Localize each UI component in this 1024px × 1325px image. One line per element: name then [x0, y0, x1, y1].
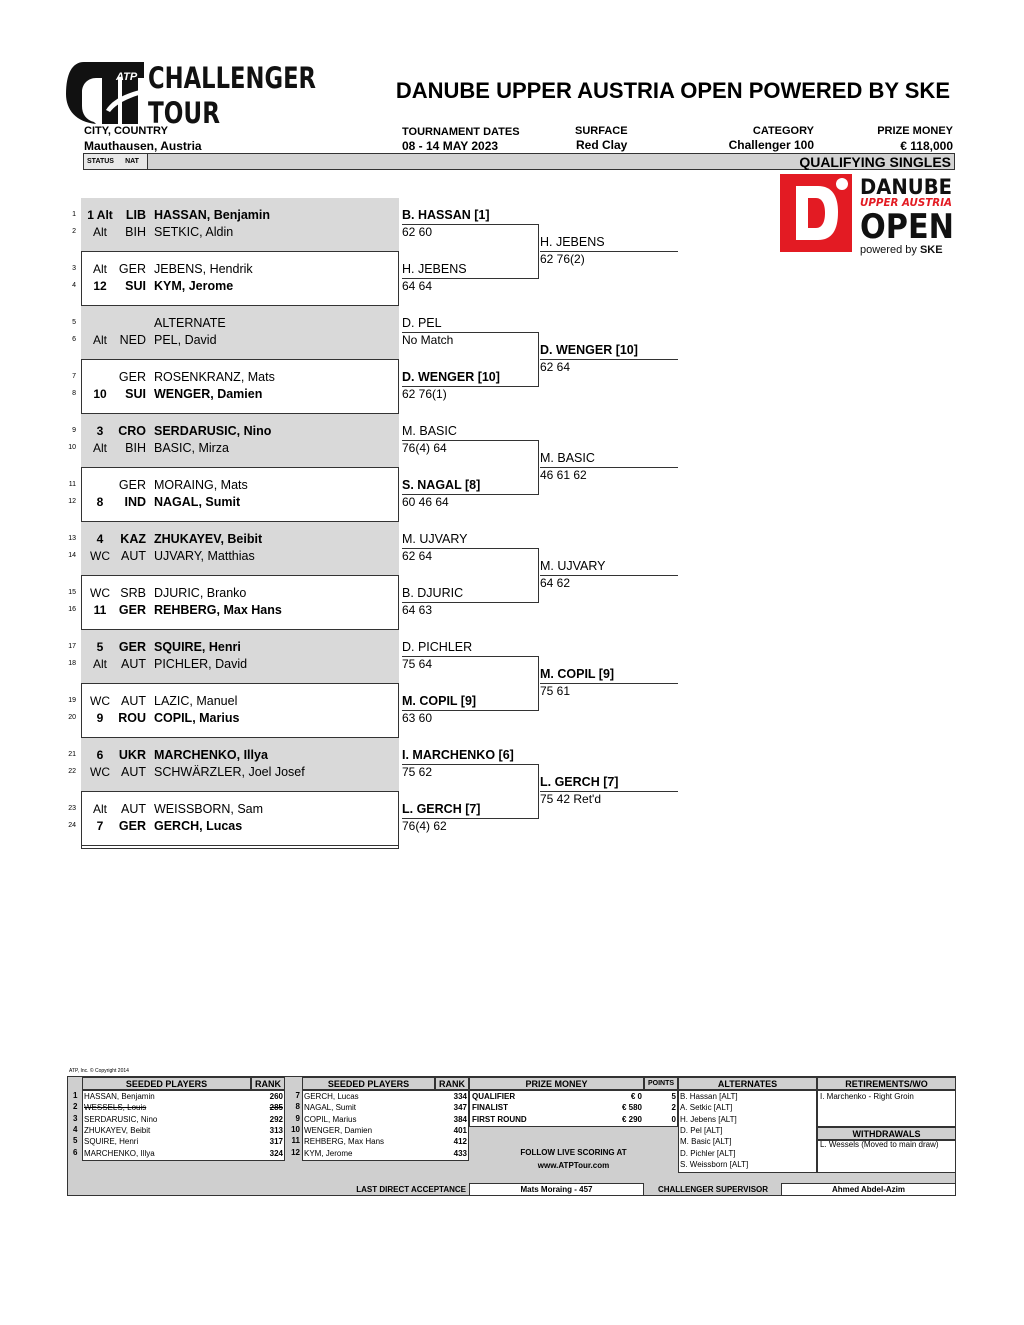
player-nationality: AUT	[121, 657, 146, 671]
player-nationality: NED	[119, 333, 146, 347]
draw-position: 9	[72, 427, 76, 434]
seed-number: 5	[73, 1136, 78, 1146]
player-status: Alt	[92, 441, 107, 455]
player-status: Alt	[92, 225, 107, 239]
alternate-entry: B. Hassan [ALT]	[680, 1092, 738, 1101]
player-nationality: GER	[118, 262, 146, 276]
player-status: 1 Alt	[87, 208, 113, 222]
seeded-player-name: MARCHENKO, Illya	[84, 1148, 155, 1158]
prize-money-header: PRIZE MONEY	[469, 1077, 644, 1090]
withdrawals-header: WITHDRAWALS	[817, 1127, 956, 1140]
player-name[interactable]: REHBERG, Max Hans	[154, 603, 282, 617]
player-status: Alt	[92, 657, 107, 671]
player-nationality: IND	[124, 495, 146, 509]
player-name[interactable]: MARCHENKO, Illya	[154, 748, 268, 762]
draw-position: 17	[68, 643, 76, 650]
atptour-link[interactable]: www.ATPTour.com	[537, 1161, 610, 1170]
round1-winner[interactable]: B. HASSAN [1]	[402, 208, 538, 225]
seeded-player-rank: 401	[453, 1125, 467, 1135]
round1-score: 60 46 64	[402, 495, 449, 509]
alternate-entry: A. Setkic [ALT]	[680, 1103, 733, 1113]
seeded-player-rank: 313	[269, 1125, 283, 1135]
rank-header-2: RANK	[435, 1077, 469, 1090]
city-value: Mauthausen, Austria	[84, 139, 202, 153]
seeded-player-name: NAGAL, Sumit	[304, 1103, 357, 1113]
seeded-player-rank: 285	[269, 1103, 283, 1113]
draw-position: 10	[68, 444, 76, 451]
bracket-connector	[538, 332, 539, 387]
supervisor-label: CHALLENGER SUPERVISOR	[657, 1185, 769, 1194]
round2-winner[interactable]: M. BASIC	[540, 451, 678, 468]
seeded-player-rank: 292	[269, 1114, 283, 1124]
player-nationality: AUT	[121, 802, 146, 816]
player-name[interactable]: BASIC, Mirza	[154, 441, 230, 455]
tournament-title: DANUBE UPPER AUSTRIA OPEN POWERED BY SKE	[395, 78, 950, 103]
player-nationality: GER	[118, 478, 146, 492]
alternate-entry: S. Weissborn [ALT]	[680, 1159, 749, 1169]
prize-amount: € 290	[621, 1114, 642, 1124]
draw-position: 21	[68, 751, 76, 758]
player-name[interactable]: PEL, David	[154, 333, 217, 347]
seeded-player-rank: 347	[453, 1103, 467, 1113]
player-nationality: SUI	[125, 387, 146, 401]
player-name[interactable]: SETKIC, Aldin	[154, 225, 234, 239]
round1-score: 76(4) 62	[402, 819, 447, 833]
player-nationality: GER	[118, 640, 146, 654]
round2-score: 75 61	[540, 684, 571, 698]
seed-number: 9	[295, 1113, 300, 1123]
seeded-player-name: SERDARUSIC, Nino	[84, 1114, 158, 1124]
seeded-player-name: KYM, Jerome	[304, 1148, 353, 1158]
round1-winner[interactable]: M. COPIL [9]	[402, 694, 538, 711]
draw-position: 3	[72, 265, 76, 272]
round1-winner[interactable]: L. GERCH [7]	[402, 802, 538, 819]
player-status: 3	[96, 424, 104, 438]
bracket-connector	[538, 224, 539, 279]
player-status: 12	[93, 279, 107, 293]
draw-position: 24	[68, 822, 76, 829]
player-name[interactable]: ROSENKRANZ, Mats	[154, 370, 275, 384]
draw-position: 8	[72, 390, 76, 397]
seed-number: 6	[73, 1147, 78, 1157]
player-name[interactable]: UJVARY, Matthias	[154, 549, 255, 563]
round1-score: 76(4) 64	[402, 441, 447, 455]
player-name[interactable]: WENGER, Damien	[154, 387, 263, 401]
round1-score: 64 63	[402, 603, 433, 617]
round1-score: 75 64	[402, 657, 433, 671]
player-name[interactable]: HASSAN, Benjamin	[154, 208, 270, 222]
round1-winner[interactable]: M. BASIC	[402, 424, 538, 441]
svg-text:TOUR: TOUR	[148, 96, 220, 130]
prize-round: QUALIFIER	[472, 1092, 516, 1101]
seeded-player-rank: 384	[453, 1114, 467, 1124]
prize-points: 2	[671, 1103, 676, 1113]
player-name[interactable]: SCHWÄRZLER, Joel Josef	[154, 765, 305, 779]
round1-score: 62 60	[402, 225, 433, 239]
player-status: 7	[96, 819, 104, 833]
surface-value: Red Clay	[576, 138, 628, 152]
player-status: 6	[96, 748, 104, 762]
seeded-players-header-2: SEEDED PLAYERS	[302, 1077, 435, 1090]
player-status: WC	[90, 586, 110, 600]
prize-label: PRIZE MONEY	[877, 125, 953, 137]
draw-position: 5	[72, 319, 76, 326]
player-name[interactable]: COPIL, Marius	[154, 711, 240, 725]
svg-text:CHALLENGER: CHALLENGER	[148, 61, 316, 95]
seeded-player-rank: 334	[453, 1092, 467, 1101]
round1-winner[interactable]: I. MARCHENKO [6]	[402, 748, 538, 765]
seeded-player-name: HASSAN, Benjamin	[84, 1092, 155, 1101]
draw-position: 12	[68, 498, 76, 505]
draw-position: 22	[68, 768, 76, 775]
player-nationality: BIH	[125, 441, 146, 455]
category-label: CATEGORY	[752, 125, 814, 137]
prize-points: 0	[671, 1114, 676, 1124]
event-name: QUALIFYING SINGLES	[799, 154, 951, 170]
player-nationality: AUT	[121, 765, 146, 779]
seeded-player-rank: 260	[269, 1092, 283, 1101]
seed-number: 3	[73, 1113, 78, 1123]
round1-winner[interactable]: H. JEBENS	[402, 262, 538, 279]
prize-amount: € 0	[630, 1092, 642, 1101]
round1-winner[interactable]: M. UJVARY	[402, 532, 538, 549]
player-nationality: SRB	[120, 586, 146, 600]
round1-score: No Match	[402, 333, 454, 347]
alternate-entry: D. Pel [ALT]	[680, 1125, 723, 1135]
svg-text:OPEN: OPEN	[860, 207, 954, 247]
player-status: WC	[90, 694, 110, 708]
svg-text:powered by SKE: powered by SKE	[860, 244, 943, 256]
player-nationality: LIB	[125, 208, 146, 222]
draw-position: 7	[72, 373, 76, 380]
player-nationality: UKR	[118, 748, 146, 762]
player-nationality: BIH	[125, 225, 146, 239]
player-name[interactable]: SQUIRE, Henri	[154, 640, 241, 654]
surface-label: SURFACE	[575, 125, 628, 137]
player-status: Alt	[92, 262, 107, 276]
svg-text:DANUBE: DANUBE	[860, 175, 952, 199]
seed-number: 8	[295, 1102, 300, 1112]
svg-text:UPPER AUSTRIA: UPPER AUSTRIA	[860, 196, 952, 209]
seeded-player-rank: 317	[269, 1137, 283, 1147]
seed-number: 11	[291, 1136, 300, 1146]
round1-score: 62 76(1)	[402, 387, 447, 401]
player-name[interactable]: GERCH, Lucas	[154, 819, 243, 833]
player-nationality: SUI	[125, 279, 146, 293]
player-name[interactable]: KYM, Jerome	[154, 279, 234, 293]
round2-winner[interactable]: M. UJVARY	[540, 559, 678, 576]
nat-column-header: NAT	[117, 154, 148, 169]
round2-winner[interactable]: D. WENGER [10]	[540, 343, 678, 360]
player-name[interactable]: NAGAL, Sumit	[154, 495, 241, 509]
player-status: 4	[96, 532, 104, 546]
qualifying-bar	[83, 153, 955, 170]
player-status: WC	[90, 549, 110, 563]
footer-panel	[67, 1076, 956, 1196]
player-nationality: KAZ	[120, 532, 146, 546]
bracket-connector	[538, 440, 539, 495]
round2-winner[interactable]: M. COPIL [9]	[540, 667, 678, 684]
player-status: 11	[93, 603, 107, 617]
draw-position: 16	[68, 606, 76, 613]
round2-score: 64 62	[540, 576, 571, 590]
retirement-entry: I. Marchenko - Right Groin	[820, 1092, 914, 1101]
rank-header: RANK	[251, 1077, 285, 1090]
draw-position: 20	[68, 714, 76, 721]
player-name[interactable]: ZHUKAYEV, Beibit	[154, 532, 263, 546]
round1-score: 63 60	[402, 711, 433, 725]
alternate-entry: D. Pichler [ALT]	[680, 1148, 736, 1158]
round2-winner[interactable]: L. GERCH [7]	[540, 775, 678, 792]
draw-position: 13	[68, 535, 76, 542]
bracket-connector	[538, 656, 539, 711]
seed-number: 2	[73, 1102, 78, 1112]
bracket-connector	[538, 548, 539, 603]
prize-round: FIRST ROUND	[472, 1114, 527, 1124]
alternate-entry: H. Jebens [ALT]	[680, 1114, 737, 1124]
player-status: Alt	[92, 802, 107, 816]
draw-position: 11	[68, 481, 76, 488]
seeded-player-name: REHBERG, Max Hans	[304, 1137, 385, 1147]
player-status: 8	[96, 495, 104, 509]
prize-value: € 118,000	[900, 139, 953, 153]
lda-label: LAST DIRECT ACCEPTANCE	[356, 1185, 466, 1194]
round1-winner[interactable]: B. DJURIC	[402, 586, 538, 603]
draw-position: 18	[68, 660, 76, 667]
round2-score: 62 76(2)	[540, 252, 585, 266]
seed-number: 12	[291, 1147, 300, 1157]
category-value: Challenger 100	[728, 138, 814, 152]
status-column-header: STATUS	[84, 154, 118, 169]
seeded-player-rank: 412	[453, 1137, 467, 1147]
round1-winner[interactable]: S. NAGAL [8]	[402, 478, 538, 495]
player-name[interactable]: SERDARUSIC, Nino	[154, 424, 272, 438]
follow-scoring-text: FOLLOW LIVE SCORING AT	[520, 1148, 627, 1157]
draw-position: 2	[72, 228, 76, 235]
player-nationality: GER	[118, 819, 146, 833]
retirements-header: RETIREMENTS/WO	[817, 1077, 956, 1090]
seed-number: 4	[73, 1124, 78, 1134]
seeded-player-rank: 433	[453, 1148, 467, 1158]
player-name[interactable]: JEBENS, Hendrik	[154, 262, 253, 276]
player-name[interactable]: DJURIC, Branko	[154, 586, 247, 600]
draw-position: 4	[72, 282, 76, 289]
player-nationality: GER	[118, 603, 146, 617]
seeded-player-rank: 324	[269, 1148, 283, 1158]
seed-number: 7	[295, 1091, 300, 1100]
player-status: 5	[96, 640, 104, 654]
player-nationality: AUT	[121, 694, 146, 708]
round2-winner[interactable]: H. JEBENS	[540, 235, 678, 252]
player-name[interactable]: ALTERNATE	[154, 316, 226, 330]
player-name[interactable]: LAZIC, Manuel	[154, 694, 238, 708]
draw-position: 1	[72, 211, 76, 218]
alternates-header: ALTERNATES	[678, 1077, 817, 1090]
points-header: POINTS	[644, 1077, 678, 1090]
seed-number: 1	[73, 1091, 78, 1100]
draw-position: 19	[68, 697, 76, 704]
draw-position: 23	[68, 805, 76, 812]
dates-value: 08 - 14 MAY 2023	[402, 139, 499, 153]
prize-amount: € 580	[621, 1103, 642, 1113]
player-status: 9	[96, 711, 104, 725]
draw-position: 14	[68, 552, 76, 559]
seeded-player-name: COPIL, Marius	[304, 1114, 357, 1124]
bracket-connector	[538, 764, 539, 819]
player-nationality: AUT	[121, 549, 146, 563]
withdrawal-entry: L. Wessels (Moved to main draw)	[820, 1140, 939, 1149]
supervisor-value: Ahmed Abdel-Azim	[781, 1183, 956, 1196]
seeded-players-header: SEEDED PLAYERS	[82, 1077, 251, 1090]
player-name[interactable]: MORAING, Mats	[154, 478, 248, 492]
copyright: ATP, Inc. © Copyright 2014	[69, 1068, 129, 1074]
player-name[interactable]: WEISSBORN, Sam	[154, 802, 264, 816]
player-nationality: ROU	[118, 711, 146, 725]
prize-points: 5	[671, 1092, 676, 1101]
round2-score: 62 64	[540, 360, 571, 374]
dates-label: TOURNAMENT DATES	[402, 126, 520, 138]
draw-position: 6	[72, 336, 76, 343]
player-nationality: GER	[118, 370, 146, 384]
round1-winner[interactable]: D. PICHLER	[402, 640, 538, 657]
round1-score: 64 64	[402, 279, 433, 293]
prize-round: FINALIST	[472, 1103, 508, 1113]
round1-score: 75 62	[402, 765, 433, 779]
event-logo	[780, 174, 956, 256]
challenger-tour-logo	[66, 60, 318, 130]
seeded-player-name: SQUIRE, Henri	[84, 1137, 139, 1147]
round1-winner[interactable]: D. PEL	[402, 316, 538, 333]
round2-score: 75 42 Ret'd	[540, 792, 602, 806]
player-status: 10	[93, 387, 107, 401]
lda-value: Mats Moraing - 457	[469, 1183, 644, 1196]
seed-number: 10	[291, 1124, 300, 1134]
player-status: Alt	[92, 333, 107, 347]
round1-score: 62 64	[402, 549, 433, 563]
draw-position: 15	[68, 589, 76, 596]
round1-winner[interactable]: D. WENGER [10]	[402, 370, 538, 387]
player-status: WC	[90, 765, 110, 779]
round2-score: 46 61 62	[540, 468, 587, 482]
seeded-player-name: ZHUKAYEV, Beibit	[84, 1125, 151, 1135]
player-nationality: CRO	[118, 424, 146, 438]
seeded-player-name: WENGER, Damien	[304, 1125, 373, 1135]
alternate-entry: M. Basic [ALT]	[680, 1137, 732, 1147]
city-label: CITY, COUNTRY	[84, 125, 168, 137]
player-name[interactable]: PICHLER, David	[154, 657, 248, 671]
seeded-player-name: GERCH, Lucas	[304, 1092, 359, 1101]
seeded-player-name: WESSELS, Louis	[84, 1103, 147, 1113]
svg-text:ATP: ATP	[116, 71, 138, 83]
